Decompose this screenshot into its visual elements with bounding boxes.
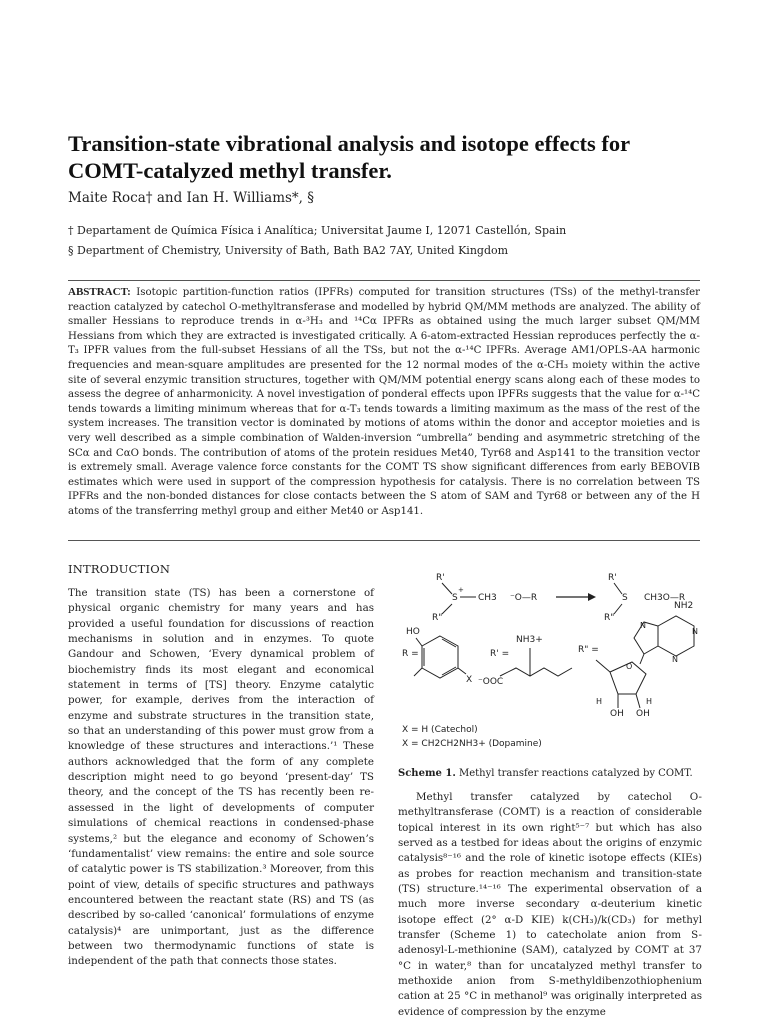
scheme-r-prime-equals: R' = — [490, 649, 510, 659]
affiliation-1: † Departament de Química Física i Analítica; Universitat Jaume I, 12071 Castellón, Spain — [68, 224, 567, 237]
scheme-s-right: S — [622, 593, 628, 603]
scheme-r-dprime-right: R" — [604, 613, 615, 623]
scheme-bond — [636, 694, 640, 708]
scheme-caption-text: Methyl transfer reactions catalyzed by COMT. — [455, 768, 693, 779]
scheme-h1: H — [596, 697, 603, 706]
scheme-n-1: N — [640, 621, 646, 630]
scheme-bond — [442, 667, 456, 675]
scheme-bond — [458, 668, 466, 674]
scheme-ch3-left: CH3 — [478, 593, 497, 603]
reaction-arrow-head — [588, 593, 596, 601]
scheme-h2: H — [646, 697, 653, 706]
scheme-r-prime-left: R' — [436, 573, 445, 583]
abstract-text: Isotopic partition-function ratios (IPFRs) computed for transition structures (TSs) of the methyl-transfer reaction catalyzed by catechol O-methyltransferase and modelled by hybrid QM/MM methods are analyzed. The ability of smaller Hessians to reproduce trends in α-³H₃ and ¹⁴Cα IPFRs as obtained using the much larger subset QM/MM Hessians from which they are extracted is investigated critically. A 6-atom-extracted Hessian reproduces perfectly the α-T₃ IPFR values from the full-subset Hessians of all the TSs, but not the α-¹⁴C IPFRs. Average AM1/OPLS-AA harmonic frequencies and mean-square amplitudes are presented for the 12 normal modes of the α-CH₃ moiety within the active site of several enzymic transition structures, together with QM/MM potential energy scans along each of these modes to assess the degree of anharmonicity. A novel investigation of ponderal effects upon IPFRs suggests that the value for α-¹⁴C tends towards a limiting minimum whereas that for α-T₃ tends towards a limiting maximum as the mass of the rest of the system increases. The transition vector is dominated by motions of atoms within the donor and acceptor moieties and is very well described as a simple combination of Walden-inversion “umbrella” bending and asymmetric stretching of the SCα and CαO bonds. The contribution of atoms of the protein residues Met40, Tyr68 and Asp141 to the transition vector is extremely small. Average valence force constants for the COMT TS show significant differences from early BEBOVIB estimates which were used in support of the compression hypothesis for catalysis. There is no correlation between TS IPFRs and the non-bonded distances for close contacts between the S atom of SAM and Tyr68 or between any of the H atoms of the transferring methyl group and either Met40 or Asp141. — [68, 287, 700, 517]
scheme-r-dprime-equals: R" = — [578, 645, 599, 655]
scheme-r-equals: R = — [402, 649, 419, 659]
scheme-x-label: X — [466, 675, 473, 685]
scheme-bond — [640, 654, 644, 664]
scheme-bond — [596, 660, 610, 672]
scheme-r-dprime-left: R" — [432, 613, 443, 623]
scheme-carboxylate: ⁻OOC — [478, 677, 504, 687]
scheme-bond — [414, 668, 422, 676]
abstract-label: ABSTRACT: — [68, 286, 131, 298]
affiliation-2: § Department of Chemistry, University of Bath, Bath BA2 7AY, United Kingdom — [68, 244, 509, 257]
scheme-bond — [614, 583, 622, 594]
scheme-bond — [442, 639, 456, 647]
scheme-1-caption — [398, 768, 704, 779]
scheme-bond — [416, 638, 422, 646]
scheme-ring-o: O — [626, 662, 633, 671]
intro-paragraph-left: The transition state (TS) has been a cornerstone of physical organic chemistry for many years and has provided a useful foundation for discussions of reaction mechanisms in solution and in enzymes. To quote Gandour and Schowen, ‘Every dynamical problem of biochemistry finds its most elegant and economical statement in terms of [TS] theory. Enzyme catalytic power, for example, derives from the interaction of enzyme and substrate structures in the transition state, so that an understanding of this power must grow from a knowledge of these structures and interactions.’¹ These authors acknowledged that the form of any complete description might need to go beyond ‘present-day’ TS theory, and the concept of the TS has recently been re-assessed in the light of developments of computer simulations of chemical reactions in condensed-phase systems,² but the elegance and economy of Schowen’s ‘fundamentalist’ view remains: the entire and sole source of catalytic power is TS stabilization.³ Moreover, from this point of view, details of specific structures and pathways encountered between the reactant state (RS) and TS (as described by so-called ‘canonical’ formulations of enzyme catalysis)⁴ are unimportant, just as the difference between two thermodynamic functions of state is independent of the path that connects those states. — [68, 587, 374, 968]
scheme-1-figure — [396, 564, 702, 756]
scheme-s-left: S — [452, 593, 458, 603]
scheme-x-dopamine: X = CH2CH2NH3+ (Dopamine) — [402, 739, 542, 749]
purine-ring-6 — [658, 616, 694, 656]
scheme-bond — [442, 583, 452, 594]
scheme-caption-label: Scheme 1. — [398, 768, 456, 779]
catechol-ring — [422, 636, 458, 678]
abstract-bottom-rule — [68, 540, 700, 541]
scheme-adenine-nh2: NH2 — [674, 601, 694, 611]
scheme-r-prime-right: R' — [608, 573, 617, 583]
scheme-oh-1: OH — [610, 709, 624, 719]
paper-title: Transition-state vibrational analysis and isotope effects for COMT-catalyzed methyl transfer. — [68, 131, 630, 183]
scheme-methyl-ether: CH3O—R — [644, 593, 686, 603]
section-heading-introduction: INTRODUCTION — [68, 562, 171, 576]
scheme-n-2: N — [692, 627, 698, 636]
scheme-ho-label: HO — [406, 627, 420, 637]
intro-paragraph-right: Methyl transfer catalyzed by catechol O-methyltransferase (COMT) is a reaction of considerable topical interest in its own right⁵⁻⁷ but which has also served as a testbed for ideas about the origins of enzymic catalysis⁸⁻¹⁶ and the role of kinetic isotope effects (KIEs) as probes for reaction mechanism and transition-state (TS) structure.¹⁴⁻¹⁶ The experimental observation of a much more inverse secondary α-deuterium kinetic isotope effect (2° α-D KIE) k(CH₃)/k(CD₃) for methyl transfer (Scheme 1) to catecholate anion from S-adenosyl-L-methionine (SAM), catalyzed by COMT at 37 °C in water,⁸ than for uncatalyzed methyl transfer to methoxide anion from S-methyldibenzothiophenium cation at 25 °C in methanol⁹ was originally interpreted as evidence of compression by the enzyme — [398, 791, 702, 1018]
scheme-x-catechol: X = H (Catechol) — [402, 725, 478, 735]
scheme-s-plus: + — [458, 586, 464, 594]
abstract — [68, 285, 700, 520]
scheme-n-3: N — [672, 655, 678, 664]
purine-ring-5 — [634, 622, 658, 654]
methionine-chain — [500, 668, 572, 676]
scheme-bond — [442, 604, 452, 614]
abstract-top-rule — [68, 280, 700, 281]
author-list: Maite Roca† and Ian H. Williams*, § — [68, 190, 315, 206]
scheme-nh3-plus: NH3+ — [516, 635, 543, 645]
scheme-bond — [614, 604, 622, 614]
scheme-oh-2: OH — [636, 709, 650, 719]
scheme-methoxide: ⁻O—R — [510, 593, 538, 603]
